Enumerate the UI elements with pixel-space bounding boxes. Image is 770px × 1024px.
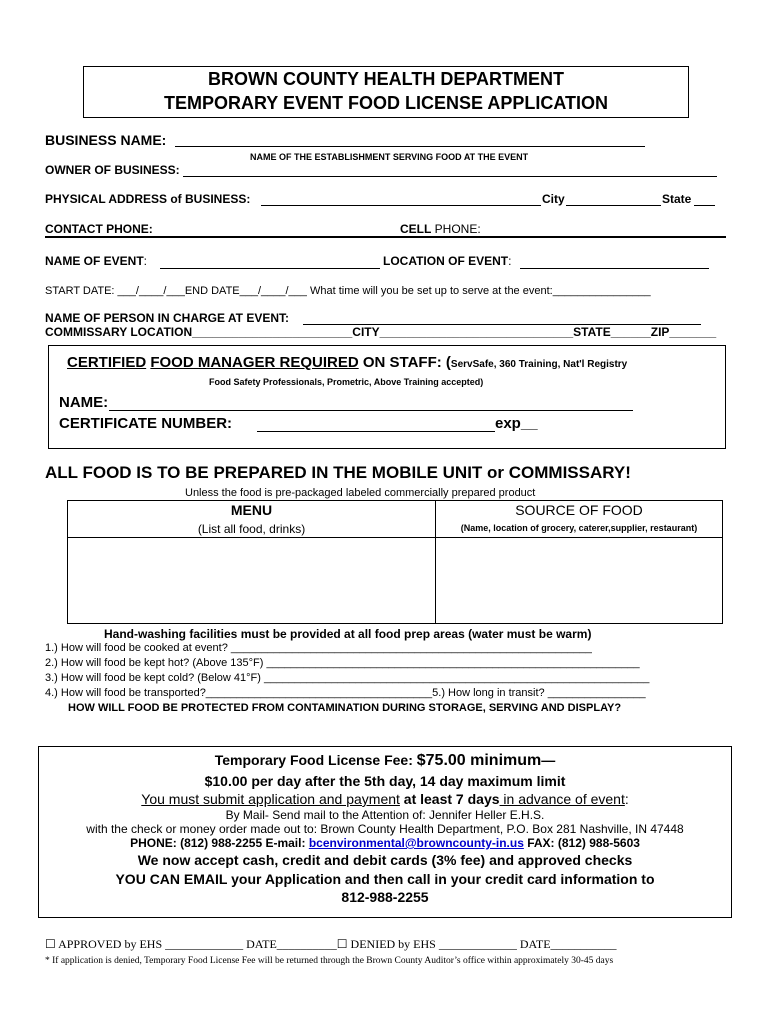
email-link[interactable]: bcenvironmental@browncounty-in.us (308, 836, 524, 850)
question-3[interactable]: 3.) How will food be kept cold? (Below 41°F) _______________________________________________________________ (45, 672, 650, 684)
contact-phone-field[interactable] (45, 236, 726, 238)
payment-phone: 812-988-2255 (341, 889, 429, 905)
source-header-cell (436, 501, 723, 538)
business-name-label: BUSINESS NAME: (45, 132, 167, 148)
event-dates-line[interactable]: START DATE: ___/____/___END DATE___/____/___ What time will you be set up to serve at the event:________________ (45, 285, 651, 297)
business-name-field[interactable] (175, 146, 645, 147)
menu-table (67, 500, 723, 624)
handwashing-note: Hand-washing facilities must be provided at all food prep areas (water must be warm) (104, 627, 592, 641)
certificate-number-field[interactable] (257, 431, 495, 432)
form-title: TEMPORARY EVENT FOOD LICENSE APPLICATION (163, 93, 609, 113)
menu-items-cell[interactable] (68, 538, 436, 624)
contamination-question: HOW WILL FOOD BE PROTECTED FROM CONTAMINATION DURING STORAGE, SERVING AND DISPLAY? (68, 702, 622, 714)
state-field[interactable] (694, 205, 715, 206)
commissary-line[interactable]: COMMISSARY LOCATION________________________CITY_____________________________STATE______ZIP_______ (45, 325, 717, 339)
prepackaged-note: Unless the food is pre-packaged labeled commercially prepared product (185, 487, 536, 499)
food-manager-heading: CERTIFIED FOOD MANAGER REQUIRED ON STAFF: (ServSafe, 360 Training, Nat'l Registry (67, 354, 628, 371)
event-location-label: LOCATION OF EVENT: (383, 254, 512, 268)
license-fee-box (38, 746, 732, 918)
owner-label: OWNER OF BUSINESS: (45, 163, 180, 177)
question-1[interactable]: 1.) How will food be cooked at event? ___________________________________________________________ (45, 642, 592, 654)
menu-header: MENU (230, 502, 273, 518)
owner-field[interactable] (183, 176, 717, 177)
question-2[interactable]: 2.) How will food be kept hot? (Above 135°F) _____________________________________________________________ (45, 657, 640, 669)
contact-phone-label: CONTACT PHONE: (45, 222, 153, 236)
source-items-cell[interactable] (436, 538, 723, 624)
title-box (83, 66, 689, 118)
state-label: State (662, 192, 692, 206)
certificate-exp-label[interactable]: exp__ (495, 415, 538, 432)
menu-subheader: (List all food, drinks) (197, 522, 306, 536)
contact-info: PHONE: (812) 988-2255 E-mail: bcenvironmental@browncounty-in.us FAX: (812) 988-5603 (130, 836, 640, 850)
business-name-hint: NAME OF THE ESTABLISHMENT SERVING FOOD AT THE EVENT (250, 152, 529, 162)
menu-header-cell (68, 501, 436, 538)
manager-name-field[interactable] (109, 410, 633, 411)
email-application-note: YOU CAN EMAIL your Application and then call in your credit card information to (115, 871, 655, 887)
submit-deadline: You must submit application and payment at least 7 days in advance of event: (141, 791, 629, 807)
per-day-fee: $10.00 per day after the 5th day, 14 day maximum limit (204, 773, 566, 789)
event-name-label: NAME OF EVENT: (45, 254, 148, 268)
mail-attention: By Mail- Send mail to the Attention of: Jennifer Heller E.H.S. (225, 808, 545, 822)
manager-name-label: NAME: (59, 394, 109, 411)
city-field[interactable] (566, 205, 661, 206)
source-subheader: (Name, location of grocery, caterer,supplier, restaurant) (460, 523, 698, 533)
address-field[interactable] (261, 205, 541, 206)
event-location-field[interactable] (520, 268, 709, 269)
event-name-field[interactable] (160, 268, 380, 269)
certificate-number-label: CERTIFICATE NUMBER: (59, 415, 233, 432)
preparation-heading: ALL FOOD IS TO BE PREPARED IN THE MOBILE UNIT or COMMISSARY! (45, 463, 631, 482)
license-fee-line: Temporary Food License Fee: $75.00 minimum— (214, 752, 556, 769)
food-manager-box (48, 345, 726, 449)
check-payable: with the check or money order made out to: Brown County Health Department, P.O. Box 281 Nashville, IN 47448 (86, 822, 684, 836)
city-label: City (542, 192, 565, 206)
person-in-charge-label: NAME OF PERSON IN CHARGE AT EVENT: (45, 311, 290, 325)
payment-methods: We now accept cash, credit and debit cards (3% fee) and approved checks (137, 852, 633, 868)
approval-line[interactable]: ☐ APPROVED by EHS _____________ DATE__________☐ DENIED by EHS _____________ DATE___________ (45, 937, 617, 951)
cell-phone-label: CELL PHONE: (400, 222, 481, 236)
question-4-5[interactable]: 4.) How will food be transported?_____________________________________5.) How long in transit? ________________ (45, 687, 646, 699)
department-title: BROWN COUNTY HEALTH DEPARTMENT (208, 69, 564, 89)
address-label: PHYSICAL ADDRESS of BUSINESS: (45, 192, 251, 206)
source-header: SOURCE OF FOOD (515, 502, 643, 518)
food-manager-providers: Food Safety Professionals, Prometric, Above Training accepted) (209, 377, 484, 387)
denial-refund-note: * If application is denied, Temporary Food License Fee will be returned through the Brown County Auditor’s office within approximately 30-45 days (45, 956, 614, 966)
